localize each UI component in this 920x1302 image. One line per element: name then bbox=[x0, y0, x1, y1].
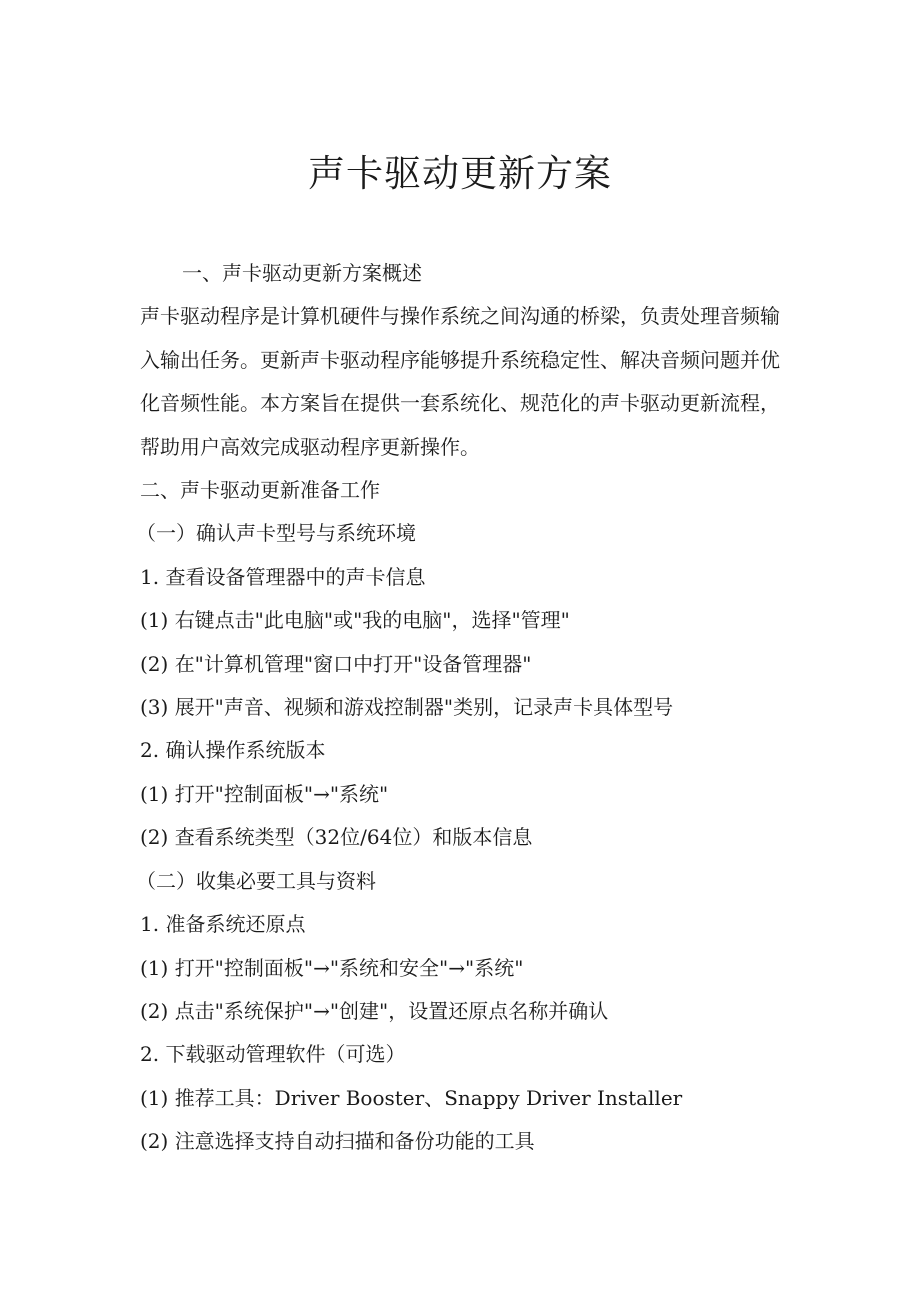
list-item: 1. 准备系统还原点 bbox=[140, 912, 306, 937]
list-item: 2. 确认操作系统版本 bbox=[140, 738, 326, 763]
document-body bbox=[136, 252, 780, 1164]
list-item: (2) 在"计算机管理"窗口中打开"设备管理器" bbox=[140, 651, 532, 676]
list-item: 1. 查看设备管理器中的声卡信息 bbox=[140, 564, 426, 589]
list-item: (2) 点击"系统保护"→"创建"，设置还原点名称并确认 bbox=[140, 998, 609, 1023]
list-item: (2) 注意选择支持自动扫描和备份功能的工具 bbox=[140, 1129, 535, 1154]
subsection-heading: （二）收集必要工具与资料 bbox=[136, 868, 376, 893]
list-item: (1) 打开"控制面板"→"系统" bbox=[140, 781, 389, 806]
list-item: (1) 打开"控制面板"→"系统和安全"→"系统" bbox=[140, 955, 524, 980]
document-title: 声卡驱动更新方案 bbox=[308, 152, 612, 195]
list-item: (1) 右键点击"此电脑"或"我的电脑"，选择"管理" bbox=[140, 608, 570, 633]
list-item: (3) 展开"声音、视频和游戏控制器"类别，记录声卡具体型号 bbox=[140, 695, 674, 720]
list-item: (1) 推荐工具：Driver Booster、Snappy Driver Installer bbox=[140, 1085, 683, 1110]
list-item: 2. 下载驱动管理软件（可选） bbox=[140, 1042, 406, 1067]
list-item: (2) 查看系统类型（32位/64位）和版本信息 bbox=[140, 825, 533, 850]
section-heading: 二、声卡驱动更新准备工作 bbox=[140, 478, 380, 503]
subsection-heading: （一）确认声卡型号与系统环境 bbox=[136, 521, 416, 546]
paragraph: 声卡驱动程序是计算机硬件与操作系统之间沟通的桥梁，负责处理音频输入输出任务。更新声卡驱动程序能够提升系统稳定性、解决音频问题并优化音频性能。本方案旨在提供一套系统化、规范化的声卡驱动更新流程，帮助用户高效完成驱动程序更新操作。 bbox=[140, 304, 780, 459]
section-heading: 一、声卡驱动更新方案概述 bbox=[182, 261, 422, 285]
